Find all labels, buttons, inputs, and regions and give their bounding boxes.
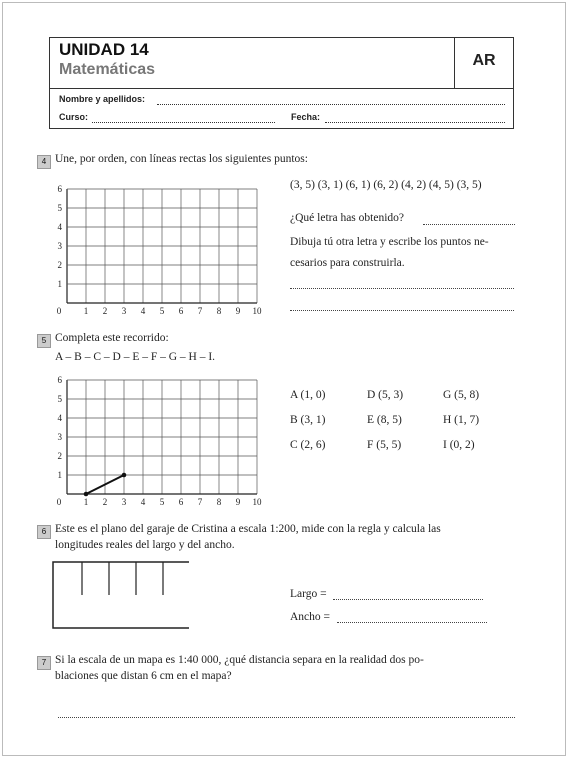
q4-y-tick: 3 [57, 241, 62, 251]
q4-x-tick: 2 [102, 306, 108, 316]
q4-x-tick: 0 [56, 306, 62, 316]
header-title-band [50, 38, 513, 89]
q5-sequence: A – B – C – D – E – F – G – H – I. [55, 351, 216, 363]
q4-prompt: Une, por orden, con líneas rectas los siguientes puntos: [55, 153, 308, 165]
q4-x-tick: 1 [83, 306, 89, 316]
q5-x-tick: 7 [197, 497, 203, 507]
q5-y-tick: 6 [57, 375, 62, 385]
ancho-field[interactable] [337, 622, 487, 623]
name-label: Nombre y apellidos: [59, 94, 146, 104]
q7-prompt-1: Si la escala de un mapa es 1:40 000, ¿qué distancia separa en la realidad dos po- [55, 654, 424, 666]
q4-grid [50, 178, 260, 316]
q5-point-label: F (5, 5) [367, 439, 402, 451]
largo-field[interactable] [333, 599, 483, 600]
q5-y-tick: 4 [57, 413, 62, 423]
garage-plan [52, 561, 192, 631]
q4-instruction-1: Dibuja tú otra letra y escribe los puntos ne- [290, 236, 489, 248]
q5-point-label: B (3, 1) [290, 414, 326, 426]
question-number-4: 4 [37, 155, 51, 169]
worksheet-header [49, 37, 514, 129]
q5-grid [50, 369, 260, 505]
q5-point-label: E (8, 5) [367, 414, 402, 426]
q5-x-tick: 8 [216, 497, 222, 507]
q5-y-tick: 3 [57, 432, 62, 442]
q5-x-tick: 1 [83, 497, 89, 507]
q4-x-tick: 6 [178, 306, 184, 316]
q5-x-tick: 6 [178, 497, 184, 507]
q4-question: ¿Qué letra has obtenido? [290, 212, 404, 224]
q7-prompt-2: blaciones que distan 6 cm en el mapa? [55, 670, 232, 682]
q5-x-tick: 3 [121, 497, 127, 507]
question-number-7: 7 [37, 656, 51, 670]
badge: AR [454, 38, 513, 88]
q6-prompt-2: longitudes reales del largo y del ancho. [55, 539, 235, 551]
q4-x-tick: 7 [197, 306, 203, 316]
subject-title: Matemáticas [59, 61, 156, 78]
q5-x-tick: 4 [140, 497, 146, 507]
q4-x-tick: 9 [235, 306, 241, 316]
q5-path-point [122, 473, 127, 478]
q4-y-tick: 6 [57, 184, 62, 194]
q4-x-tick: 10 [252, 306, 262, 316]
q4-y-tick: 2 [57, 260, 62, 270]
q4-y-tick: 4 [57, 222, 62, 232]
q4-answer-line-2[interactable] [290, 310, 514, 311]
largo-label: Largo = [290, 588, 327, 600]
q5-point-label: A (1, 0) [290, 389, 326, 401]
course-label: Curso: [59, 112, 88, 122]
q5-y-tick: 1 [57, 470, 62, 480]
unit-title: UNIDAD 14 [59, 40, 149, 59]
course-field[interactable] [92, 122, 275, 123]
q4-instruction-2: cesarios para construirla. [290, 257, 405, 269]
q5-prompt: Completa este recorrido: [55, 332, 169, 344]
q6-prompt-1: Este es el plano del garaje de Cristina a escala 1:200, mide con la regla y calcula las [55, 523, 441, 535]
q4-points: (3, 5) (3, 1) (6, 1) (6, 2) (4, 2) (4, 5) (3, 5) [290, 179, 482, 191]
q4-x-tick: 3 [121, 306, 127, 316]
date-field[interactable] [325, 122, 505, 123]
q4-answer-field[interactable] [423, 224, 515, 225]
q4-x-tick: 8 [216, 306, 222, 316]
question-number-5: 5 [37, 334, 51, 348]
q5-y-tick: 2 [57, 451, 62, 461]
q5-point-label: I (0, 2) [443, 439, 475, 451]
q4-y-tick: 1 [57, 279, 62, 289]
q5-x-tick: 2 [102, 497, 108, 507]
question-number-6: 6 [37, 525, 51, 539]
q5-x-tick: 9 [235, 497, 241, 507]
q5-point-label: H (1, 7) [443, 414, 480, 426]
q4-y-tick: 5 [57, 203, 62, 213]
ancho-label: Ancho = [290, 611, 331, 623]
q7-answer-line[interactable] [58, 717, 515, 718]
q5-x-tick: 5 [159, 497, 165, 507]
name-field[interactable] [157, 104, 505, 105]
q4-x-tick: 4 [140, 306, 146, 316]
q4-answer-line-1[interactable] [290, 288, 514, 289]
q5-point-label: C (2, 6) [290, 439, 326, 451]
q5-x-tick: 10 [252, 497, 262, 507]
q4-x-tick: 5 [159, 306, 165, 316]
q5-y-tick: 5 [57, 394, 62, 404]
q5-path-point [84, 492, 89, 497]
q5-x-tick: 0 [56, 497, 62, 507]
q5-point-label: D (5, 3) [367, 389, 404, 401]
q5-point-label: G (5, 8) [443, 389, 480, 401]
date-label: Fecha: [291, 112, 321, 122]
